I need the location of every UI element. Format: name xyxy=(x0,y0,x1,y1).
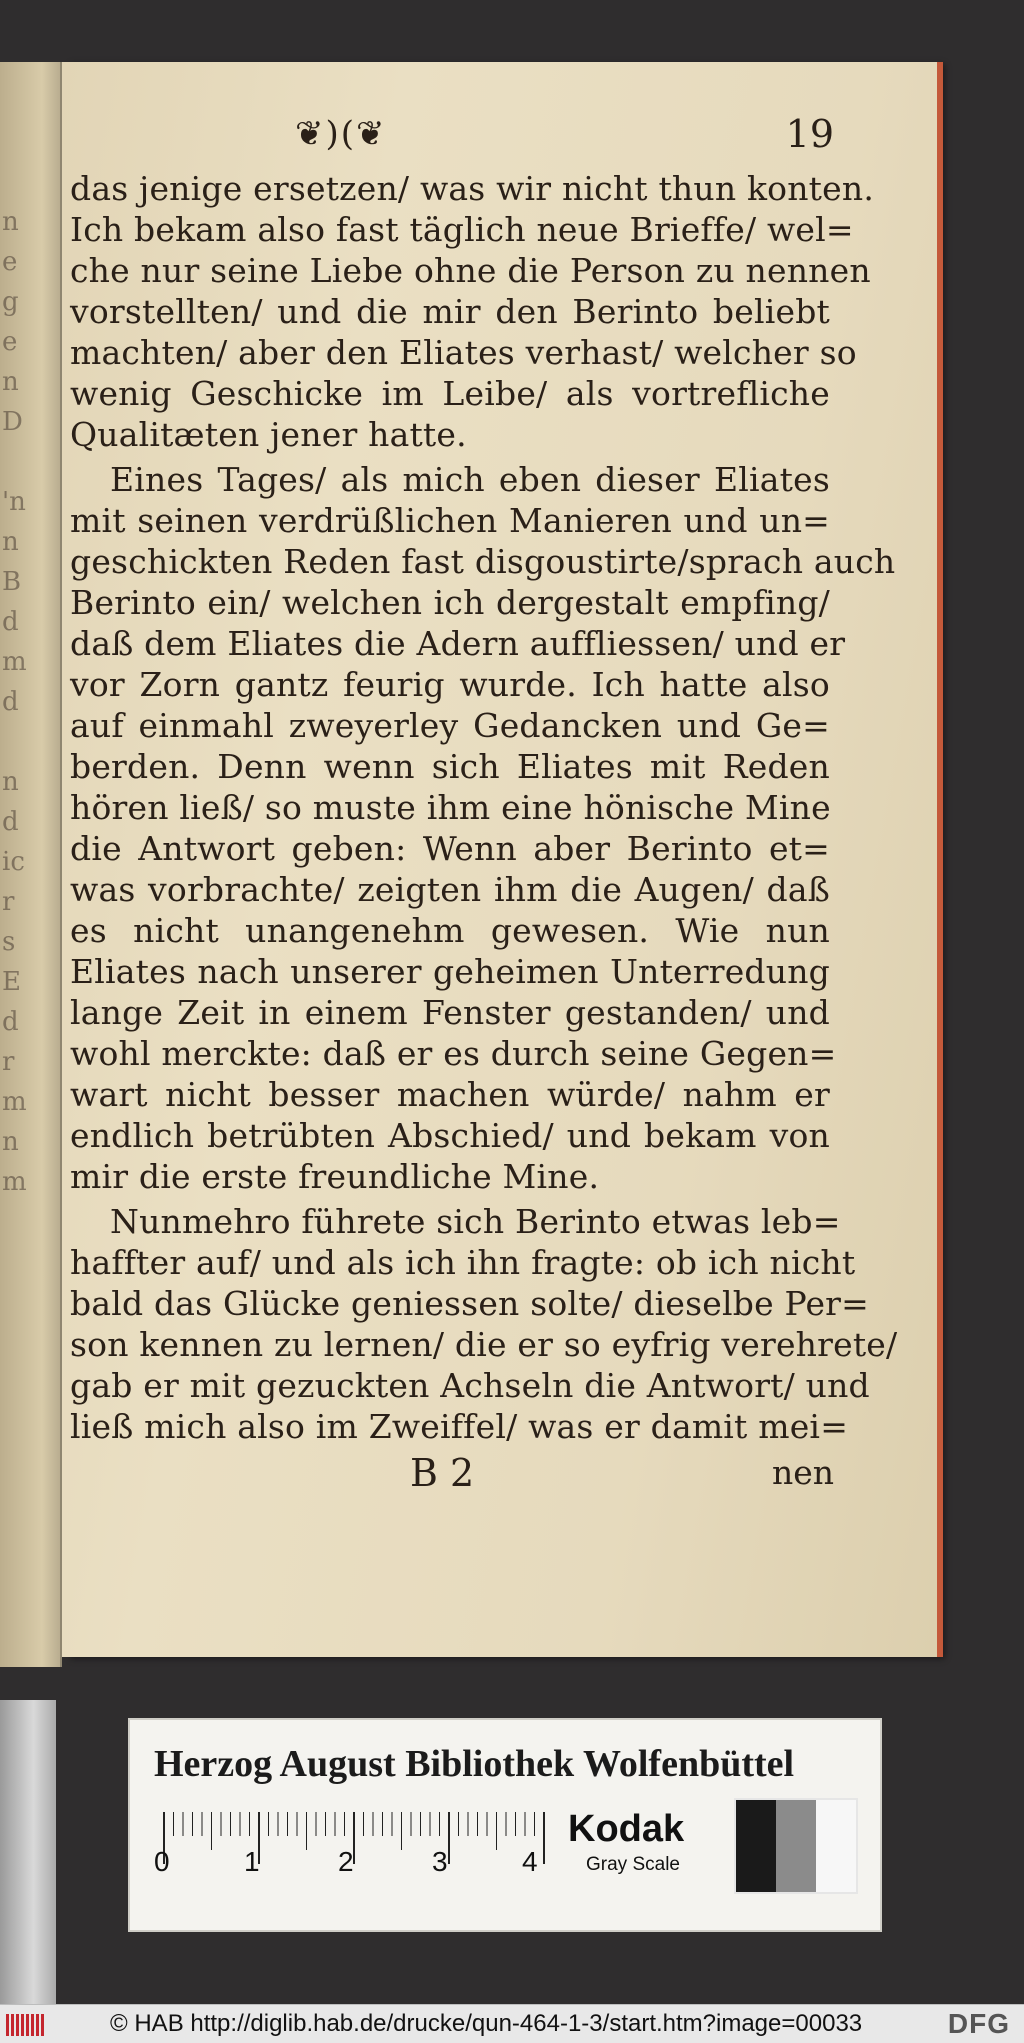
text-line: daß dem Eliates die Adern auffliessen/ und er xyxy=(70,624,846,663)
text-line: son kennen zu lernen/ die er so eyfrig verehrete/ xyxy=(70,1325,898,1364)
text-line: bald das Glücke geniessen solte/ dieselbe Per= xyxy=(70,1284,869,1323)
page-footer xyxy=(70,1451,834,1495)
text-line: Ich bekam also fast täglich neue Brieffe/ wel= xyxy=(70,210,854,249)
previous-page-lower-edge xyxy=(0,1700,56,2030)
text-line: es nicht unangenehm gewesen. Wie nun xyxy=(70,911,830,950)
book-page xyxy=(62,62,937,1657)
text-line: wart nicht besser machen würde/ nahm er xyxy=(70,1075,830,1114)
text-line: hören ließ/ so muste ihm eine hönische Mine xyxy=(70,788,831,827)
text-line: wohl merckte: daß er es durch seine Gegen= xyxy=(70,1034,837,1073)
text-line: Eliates nach unserer geheimen Unterredung xyxy=(70,952,830,991)
text-line: vorstellten/ und die mir den Berinto beliebt xyxy=(70,292,830,331)
text-line: che nur seine Liebe ohne die Person zu nennen xyxy=(70,251,871,290)
text-line: auf einmahl zweyerley Gedancken und Ge= xyxy=(70,706,830,745)
ruler-label-0: 0 xyxy=(154,1846,170,1877)
text-line: Berinto ein/ welchen ich dergestalt empfing/ xyxy=(70,583,830,622)
page-text-block xyxy=(70,112,898,1495)
gray-patch-black xyxy=(736,1800,776,1892)
previous-page-edge xyxy=(0,62,62,1667)
text-line: vor Zorn gantz feurig wurde. Ich hatte also xyxy=(70,665,830,704)
page-body xyxy=(70,168,898,1447)
dfg-logo: DFG xyxy=(947,2008,1010,2039)
source-url[interactable]: © HAB http://diglib.hab.de/drucke/qun-464-1-3/start.htm?image=00033 xyxy=(110,2010,863,2037)
text-line: ließ mich also im Zweiffel/ was er damit mei= xyxy=(70,1407,849,1446)
text-line: die Antwort geben: Wenn aber Berinto et= xyxy=(70,829,830,868)
signature-mark: B 2 xyxy=(410,1451,475,1495)
page-number: 19 xyxy=(785,112,834,156)
text-line: mit seinen verdrüßlichen Manieren und un= xyxy=(70,501,830,540)
text-line: endlich betrübten Abschied/ und bekam von xyxy=(70,1116,830,1155)
page-header xyxy=(70,112,834,168)
color-calibration-card xyxy=(128,1718,882,1932)
gray-patch-white xyxy=(816,1800,856,1892)
library-name: Herzog August Bibliothek Wolfenbüttel xyxy=(154,1743,795,1785)
kodak-logo: Kodak xyxy=(568,1808,685,1850)
ruler-label-2: 2 xyxy=(338,1846,354,1877)
text-line: lange Zeit in einem Fenster gestanden/ und xyxy=(70,993,830,1032)
text-line: Qualitæten jener hatte. xyxy=(70,415,467,454)
text-line: das jenige ersetzen/ was wir nicht thun konten. xyxy=(70,169,875,208)
text-line: was vorbrachte/ zeigten ihm die Augen/ daß xyxy=(70,870,830,909)
text-line: berden. Denn wenn sich Eliates mit Reden xyxy=(70,747,830,786)
text-line: Nunmehro führete sich Berinto etwas leb= xyxy=(110,1202,841,1241)
text-line: gab er mit gezuckten Achseln die Antwort/ und xyxy=(70,1366,870,1405)
text-line: wenig Geschicke im Leibe/ als vortrefliche xyxy=(70,374,830,413)
ruler-label-1: 1 xyxy=(244,1846,260,1877)
text-line: machten/ aber den Eliates verhast/ welcher so xyxy=(70,333,857,372)
header-ornament: ❦)(❦ xyxy=(295,114,387,154)
text-line: mir die erste freundliche Mine. xyxy=(70,1157,600,1196)
previous-page-fragments: n e g e n D 'n n B d m d n d ic r s E d r m n m xyxy=(2,207,27,1197)
gray-patch-mid xyxy=(776,1800,816,1892)
text-line: geschickten Reden fast disgoustirte/sprach auch xyxy=(70,542,896,581)
text-line: haffter auf/ und als ich ihn fragte: ob ich nicht xyxy=(70,1243,856,1282)
text-line: Eines Tages/ als mich eben dieser Eliates xyxy=(110,460,830,499)
catchword: nen xyxy=(771,1453,834,1492)
gray-scale-patches xyxy=(734,1798,858,1894)
scale-ruler xyxy=(160,1812,550,1872)
viewer-footer xyxy=(0,2004,1024,2043)
hab-stripes-icon xyxy=(6,2014,44,2036)
gray-scale-label: Gray Scale xyxy=(586,1854,680,1875)
ruler-label-4: 4 xyxy=(522,1846,538,1877)
ruler-label-3: 3 xyxy=(432,1846,448,1877)
